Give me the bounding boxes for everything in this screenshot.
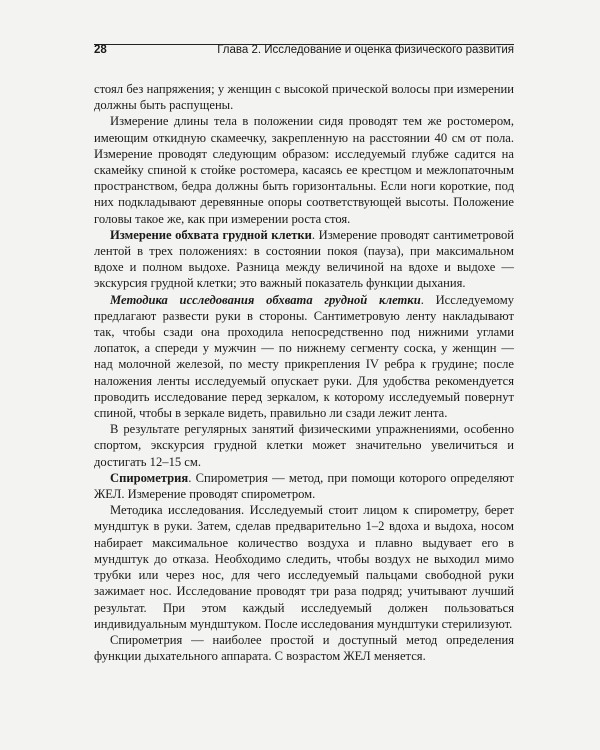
page-number: 28	[94, 44, 107, 56]
chest-method-heading: Методика исследования обхвата грудной клетки	[110, 292, 421, 307]
paragraph-chest-method: Методика исследования обхвата грудной клетки. Исследуемому предлагают развести руки в стороны. Сантиметровую ленту накладывают так, чтобы сзади она проходила непосредственно под нижними углами лопаток, а спереди у мужчин — по нижнему сегменту соска, у женщин — над молочной железой, по месту прикрепления IV ребра к грудине; после наложения ленты исследуемый опускает руки. Для удобства рекомендуется проводить исследование перед зеркалом, к которому исследуемый повернут спиной, чтобы в зеркале видеть, правильно ли сзади лежит лента.	[94, 292, 514, 421]
paragraph-chest-measurement: Измерение обхвата грудной клетки. Измерение проводят сантиметровой лентой в трех положениях: в состоянии покоя (пауза), при максимальном вдохе и полном выдохе. Разница между величиной на вдохе и выдохе — экскурсия грудной клетки; это важный показатель функции дыхания.	[94, 227, 514, 291]
paragraph-spirometry: Спирометрия. Спирометрия — метод, при помощи которого определяют ЖЕЛ. Измерение проводят спирометром.	[94, 470, 514, 502]
page-header	[94, 42, 514, 56]
spirometry-heading: Спирометрия	[110, 470, 189, 485]
page-body	[94, 81, 514, 664]
paragraph-continuation: стоял без напряжения; у женщин с высокой прической волосы при измерении должны быть распущены.	[94, 82, 514, 113]
paragraph-chest-excursion: В результате регулярных занятий физическими упражнениями, особенно спортом, экскурсия грудной клетки может значительно увеличиться и достигать 12–15 см.	[94, 422, 514, 469]
paragraph-sitting-height: Измерение длины тела в положении сидя проводят тем же ростомером, имеющим откидную скамеечку, закрепленную на расстоянии 40 см от пола. Измерение проводят следующим образом: исследуемый глубже садится на скамейку спиной к стойке ростомера, касаясь ее крестцом и межлопаточным пространством, бедра должны быть горизонтальны. Если ноги короткие, под них подкладывают деревянные опоры соответствующей высоты. Положение головы такое же, как при измерении роста стоя.	[94, 114, 514, 226]
paragraph-spirometry-summary: Спирометрия — наиболее простой и доступный метод определения функции дыхательного аппарата. С возрастом ЖЕЛ меняется.	[94, 632, 514, 664]
paragraph-spirometry-method: Методика исследования. Исследуемый стоит лицом к спирометру, берет мундштук в руки. Затем, сделав предварительно 1–2 вдоха и выдоха, носом набирает максимальное количество воздуха и плавно выдувает его в мундштук до отказа. Необходимо следить, чтобы воздух не выходил мимо трубки или через нос, для чего исследуемый пальцами свободной руки зажимает нос. Исследование проводят три раза подряд; учитывают лучший результат. При этом каждый исследуемый должен пользоваться индивидуальным мундштуком. После исследования мундштуки стерилизуют.	[94, 503, 514, 631]
chest-measurement-heading: Измерение обхвата грудной клетки	[110, 227, 312, 242]
running-title: Глава 2. Исследование и оценка физического развития	[217, 44, 514, 56]
